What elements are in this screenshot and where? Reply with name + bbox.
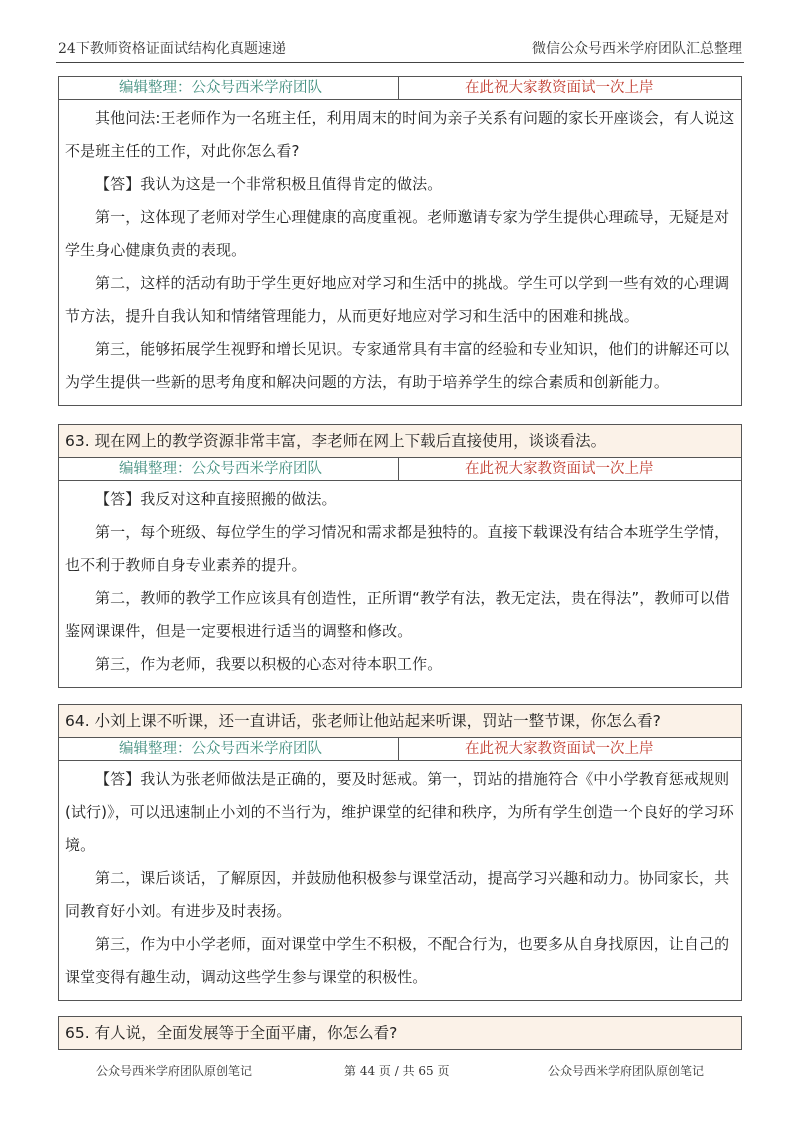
answer-content [59, 100, 741, 405]
paragraph: 【答】我反对这种直接照搬的做法。 [95, 490, 337, 508]
paragraph: 其他问法:王老师作为一名班主任，利用周末的时间为亲子关系有问题的家长开座谈会，有人说这不是班主任的工作，对此你怎么看? [65, 109, 735, 160]
question-block-63 [58, 424, 742, 688]
paragraph: 【答】我认为张老师做法是正确的，要及时惩戒。第一，罚站的措施符合《中小学教育惩戒规则(试行)》，可以迅速制止小刘的不当行为，维护课堂的纪律和秩序，为所有学生创造一个良好的学习环境。 [65, 770, 734, 854]
paragraph: 【答】我认为这是一个非常积极且值得肯定的做法。 [95, 175, 443, 193]
page-number: 第 44 页 / 共 65 页 [344, 1064, 450, 1078]
paragraph: 第一，这体现了老师对学生心理健康的高度重视。老师邀请专家为学生提供心理疏导，无疑是对学生身心健康负责的表现。 [65, 208, 730, 259]
footer-left: 公众号西米学府团队原创笔记 [96, 1064, 253, 1078]
question-title: 65. 有人说，全面发展等于全面平庸，你怎么看? [59, 1017, 741, 1049]
header-divider [56, 62, 744, 63]
wish-text: 在此祝大家教资面试一次上岸 [465, 741, 654, 757]
editor-credit: 编辑整理：公众号西米学府团队 [59, 77, 399, 99]
credit-row [59, 77, 741, 100]
question-block-65 [58, 1016, 742, 1050]
wish-text: 在此祝大家教资面试一次上岸 [465, 80, 654, 96]
editor-credit: 编辑整理：公众号西米学府团队 [59, 738, 399, 760]
header-right-title: 微信公众号西米学府团队汇总整理 [532, 41, 742, 57]
credit-row [59, 458, 741, 481]
paragraph: 第三，能够拓展学生视野和增长见识。专家通常具有丰富的经验和专业知识，他们的讲解还可以为学生提供一些新的思考角度和解决问题的方法，有助于培养学生的综合素质和创新能力。 [65, 340, 730, 391]
question-title: 63. 现在网上的教学资源非常丰富，李老师在网上下载后直接使用，谈谈看法。 [59, 425, 741, 458]
paragraph: 第二，课后谈话，了解原因，并鼓励他积极参与课堂活动，提高学习兴趣和动力。协同家长，共同教育好小刘。有进步及时表扬。 [65, 869, 730, 920]
question-block-64 [58, 704, 742, 1001]
paragraph: 第一，每个班级、每位学生的学习情况和需求都是独特的。直接下载课没有结合本班学生学情，也不利于教师自身专业素养的提升。 [65, 523, 730, 574]
footer-right: 公众号西米学府团队原创笔记 [547, 1064, 704, 1078]
editor-credit: 编辑整理：公众号西米学府团队 [59, 458, 399, 480]
wish-text: 在此祝大家教资面试一次上岸 [465, 461, 654, 477]
paragraph: 第二，这样的活动有助于学生更好地应对学习和生活中的挑战。学生可以学到一些有效的心理调节方法，提升自我认知和情绪管理能力，从而更好地应对学习和生活中的困难和挑战。 [65, 274, 730, 325]
answer-content [59, 481, 741, 687]
header-left-title: 24下教师资格证面试结构化真题速递 [58, 41, 286, 57]
answer-block-continued [58, 76, 742, 406]
paragraph: 第三，作为老师，我要以积极的心态对待本职工作。 [95, 655, 443, 673]
answer-content [59, 761, 741, 1000]
credit-row [59, 738, 741, 761]
paragraph: 第三，作为中小学老师，面对课堂中学生不积极，不配合行为，也要多从自身找原因，让自己的课堂变得有趣生动，调动这些学生参与课堂的积极性。 [65, 935, 730, 986]
question-title: 64. 小刘上课不听课，还一直讲话，张老师让他站起来听课，罚站一整节课，你怎么看? [59, 705, 741, 738]
paragraph: 第二，教师的教学工作应该具有创造性，正所谓“教学有法，教无定法，贵在得法”，教师可以借鉴网课课件，但是一定要根进行适当的调整和修改。 [65, 589, 730, 640]
